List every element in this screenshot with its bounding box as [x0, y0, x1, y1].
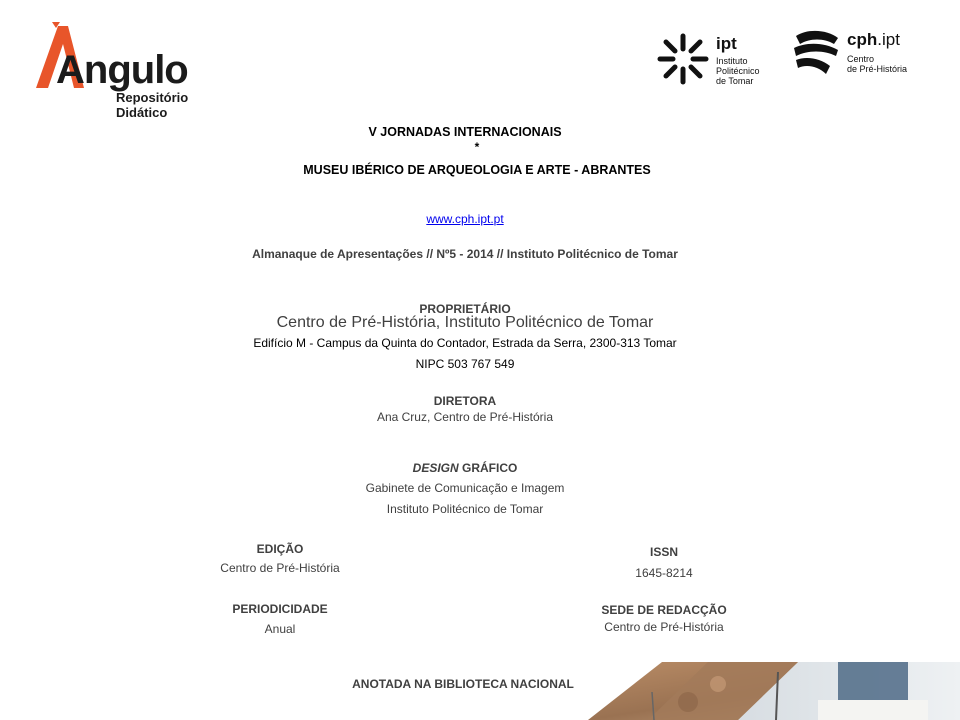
cph-wordmark [847, 30, 900, 50]
ipt-short: ipt [716, 34, 737, 53]
cph-logo [790, 28, 920, 88]
angulo-logo [34, 22, 214, 132]
website-link[interactable]: www.cph.ipt.pt [426, 212, 504, 226]
owner-label: PROPRIETÁRIO [419, 302, 511, 316]
edition-label: EDIÇÃO [256, 542, 304, 556]
ipt-star-icon [656, 32, 710, 86]
cph-name-line1: Centro [847, 54, 875, 64]
header-line2: MUSEU IBÉRICO DE ARQUEOLOGIA E ARTE - ABRANTES [303, 163, 651, 177]
ipt-name-line2: Politécnico [716, 66, 760, 76]
almanac-line: Almanaque de Apresentações // Nº5 - 2014 // Instituto Politécnico de Tomar [252, 247, 678, 261]
periodicity-label: PERIODICIDADE [232, 602, 328, 616]
design-label [0, 461, 930, 475]
design-label-rest: GRÁFICO [458, 461, 518, 475]
ipt-name [716, 56, 760, 86]
design-line1: Gabinete de Comunicação e Imagem [365, 481, 565, 495]
excavation-photo-image [588, 662, 960, 720]
ipt-name-line3: de Tomar [716, 76, 754, 86]
issn-value: 1645-8214 [635, 566, 693, 580]
angulo-subtitle-line2: Didático [116, 105, 168, 120]
issn-label: ISSN [649, 545, 678, 559]
ipt-name-line1: Instituto [716, 56, 748, 66]
cph-animal-icon [790, 28, 842, 78]
cph-wordmark-bold: cph [847, 30, 878, 49]
editorial-office-value: Centro de Pré-História [604, 620, 724, 634]
cph-wordmark-rest: .ipt [877, 30, 900, 49]
editorial-office-label: SEDE DE REDACÇÃO [601, 603, 727, 617]
director-label: DIRETORA [433, 394, 497, 408]
angulo-subtitle [116, 90, 188, 120]
owner-nipc: NIPC 503 767 549 [415, 357, 515, 371]
angulo-wordmark: Angulo [56, 48, 188, 92]
periodicity-value: Anual [264, 622, 296, 636]
owner-name: Centro de Pré-História, Instituto Politécnico de Tomar [276, 314, 654, 331]
ipt-logo [656, 32, 776, 92]
header-line1: V JORNADAS INTERNACIONAIS [368, 125, 562, 139]
director-value: Ana Cruz, Centro de Pré-História [376, 410, 554, 424]
owner-address: Edifício M - Campus da Quinta do Contador, Estrada da Serra, 2300-313 Tomar [253, 336, 677, 350]
design-label-italic: DESIGN [412, 461, 459, 475]
footer-note: ANOTADA NA BIBLIOTECA NACIONAL [352, 677, 574, 691]
edition-value: Centro de Pré-História [220, 561, 340, 575]
cph-name-line2: de Pré-História [847, 64, 908, 74]
cph-name [847, 54, 907, 74]
design-line2: Instituto Politécnico de Tomar [386, 502, 544, 516]
angulo-subtitle-line1: Repositório [116, 90, 189, 105]
header-star: * [474, 140, 480, 154]
